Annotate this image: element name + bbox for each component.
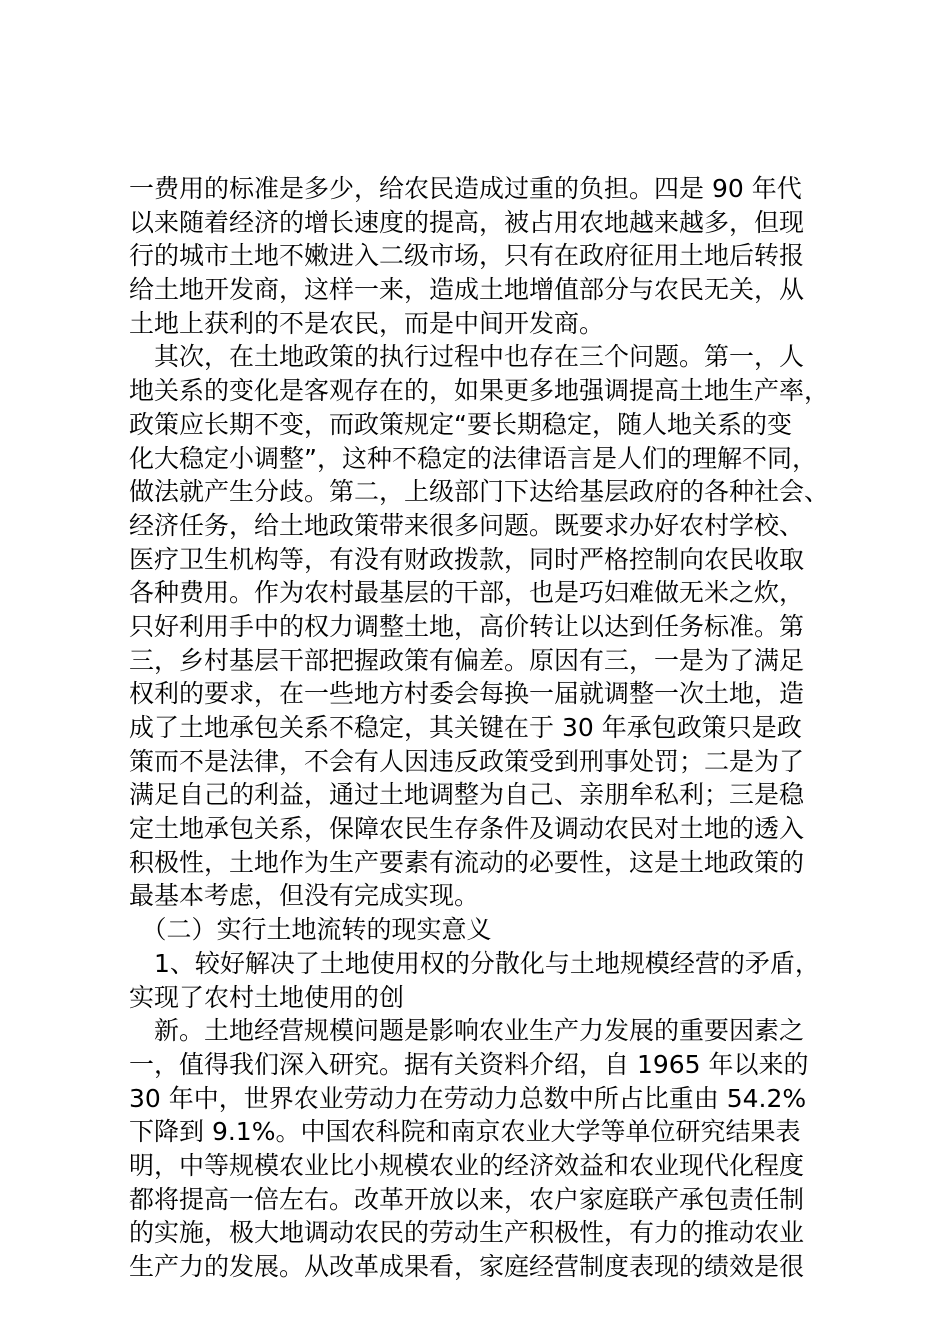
text-line: 化大稳定小调整”，这种不稳定的法律语言是人们的理解不同， xyxy=(129,443,817,473)
text-line: 以来随着经济的增长速度的提高，被占用农地越来越多，但现 xyxy=(129,207,805,237)
text-line: 最基本考虑，但没有完成实现。 xyxy=(129,881,480,911)
text-line: 做法就产生分歧。第二，上级部门下达给基层政府的各种社会、 xyxy=(129,477,830,507)
text-line: 其次，在土地政策的执行过程中也存在三个问题。第一，人 xyxy=(129,342,805,372)
text-line: 策而不是法律，不会有人因违反政策受到刑事处罚；二是为了 xyxy=(129,746,805,776)
text-line: 明，中等规模农业比小规模农业的经济效益和农业现代化程度 xyxy=(129,1150,805,1180)
text-line: 1、较好解决了土地使用权的分散化与土地规模经营的矛盾， xyxy=(129,948,820,978)
text-line: 医疗卫生机构等，有没有财政拨款，同时严格控制向农民收取 xyxy=(129,544,805,574)
text-line: 各种费用。作为农村最基层的干部，也是巧妇难做无米之炊， xyxy=(129,578,805,608)
text-line: 积极性，土地作为生产要素有流动的必要性，这是土地政策的 xyxy=(129,847,805,877)
text-line: 定土地承包关系，保障农民生存条件及调动农民对土地的透入 xyxy=(129,814,805,844)
body-text xyxy=(129,172,849,1284)
text-line: 30 年中，世界农业劳动力在劳动力总数中所占比重由 54.2% xyxy=(129,1083,807,1113)
text-line: 行的城市土地不嫩进入二级市场，只有在政府征用土地后转报 xyxy=(129,241,805,271)
text-line: 下降到 9.1%。中国农科院和南京农业大学等单位研究结果表 xyxy=(129,1117,801,1147)
text-line: 一，值得我们深入研究。据有关资料介绍，自 1965 年以来的 xyxy=(129,1049,809,1079)
section-heading: （二）实行土地流转的现实意义 xyxy=(129,915,492,945)
text-line: 政策应长期不变，而政策规定“要长期稳定，随人地关系的变 xyxy=(129,409,792,439)
text-line: 经济任务，给土地政策带来很多问题。既要求办好农村学校、 xyxy=(129,510,805,540)
text-line: 给土地开发商，这样一来，造成土地增值部分与农民无关，从 xyxy=(129,275,805,305)
text-line: 权利的要求，在一些地方村委会每换一届就调整一次土地，造 xyxy=(129,679,805,709)
text-line: 三，乡村基层干部把握政策有偏差。原因有三，一是为了满足 xyxy=(129,645,805,675)
text-line: 都将提高一倍左右。改革开放以来，农户家庭联产承包责任制 xyxy=(129,1184,805,1214)
text-line: 成了土地承包关系不稳定，其关键在于 30 年承包政策只是政 xyxy=(129,713,802,742)
text-line: 土地上获利的不是农民，而是中间开发商。 xyxy=(129,308,605,338)
text-line: 新。土地经营规模问题是影响农业生产力发展的重要因素之 xyxy=(129,1016,805,1046)
text-line: 生产力的发展。从改革成果看，家庭经营制度表现的绩效是很 xyxy=(129,1252,805,1281)
text-line: 满足自己的利益，通过土地调整为自己、亲朋牟私利；三是稳 xyxy=(129,780,805,810)
text-line: 地关系的变化是客观存在的，如果更多地强调提高土地生产率， xyxy=(129,376,830,406)
text-line: 实现了农村土地使用的创 xyxy=(129,982,405,1012)
text-line: 的实施，极大地调动农民的劳动生产积极性，有力的推动农业 xyxy=(129,1218,805,1248)
text-line: 一费用的标准是多少，给农民造成过重的负担。四是 90 年代 xyxy=(129,174,802,203)
text-line: 只好利用手中的权力调整土地，高价转让以达到任务标准。第 xyxy=(129,611,805,641)
